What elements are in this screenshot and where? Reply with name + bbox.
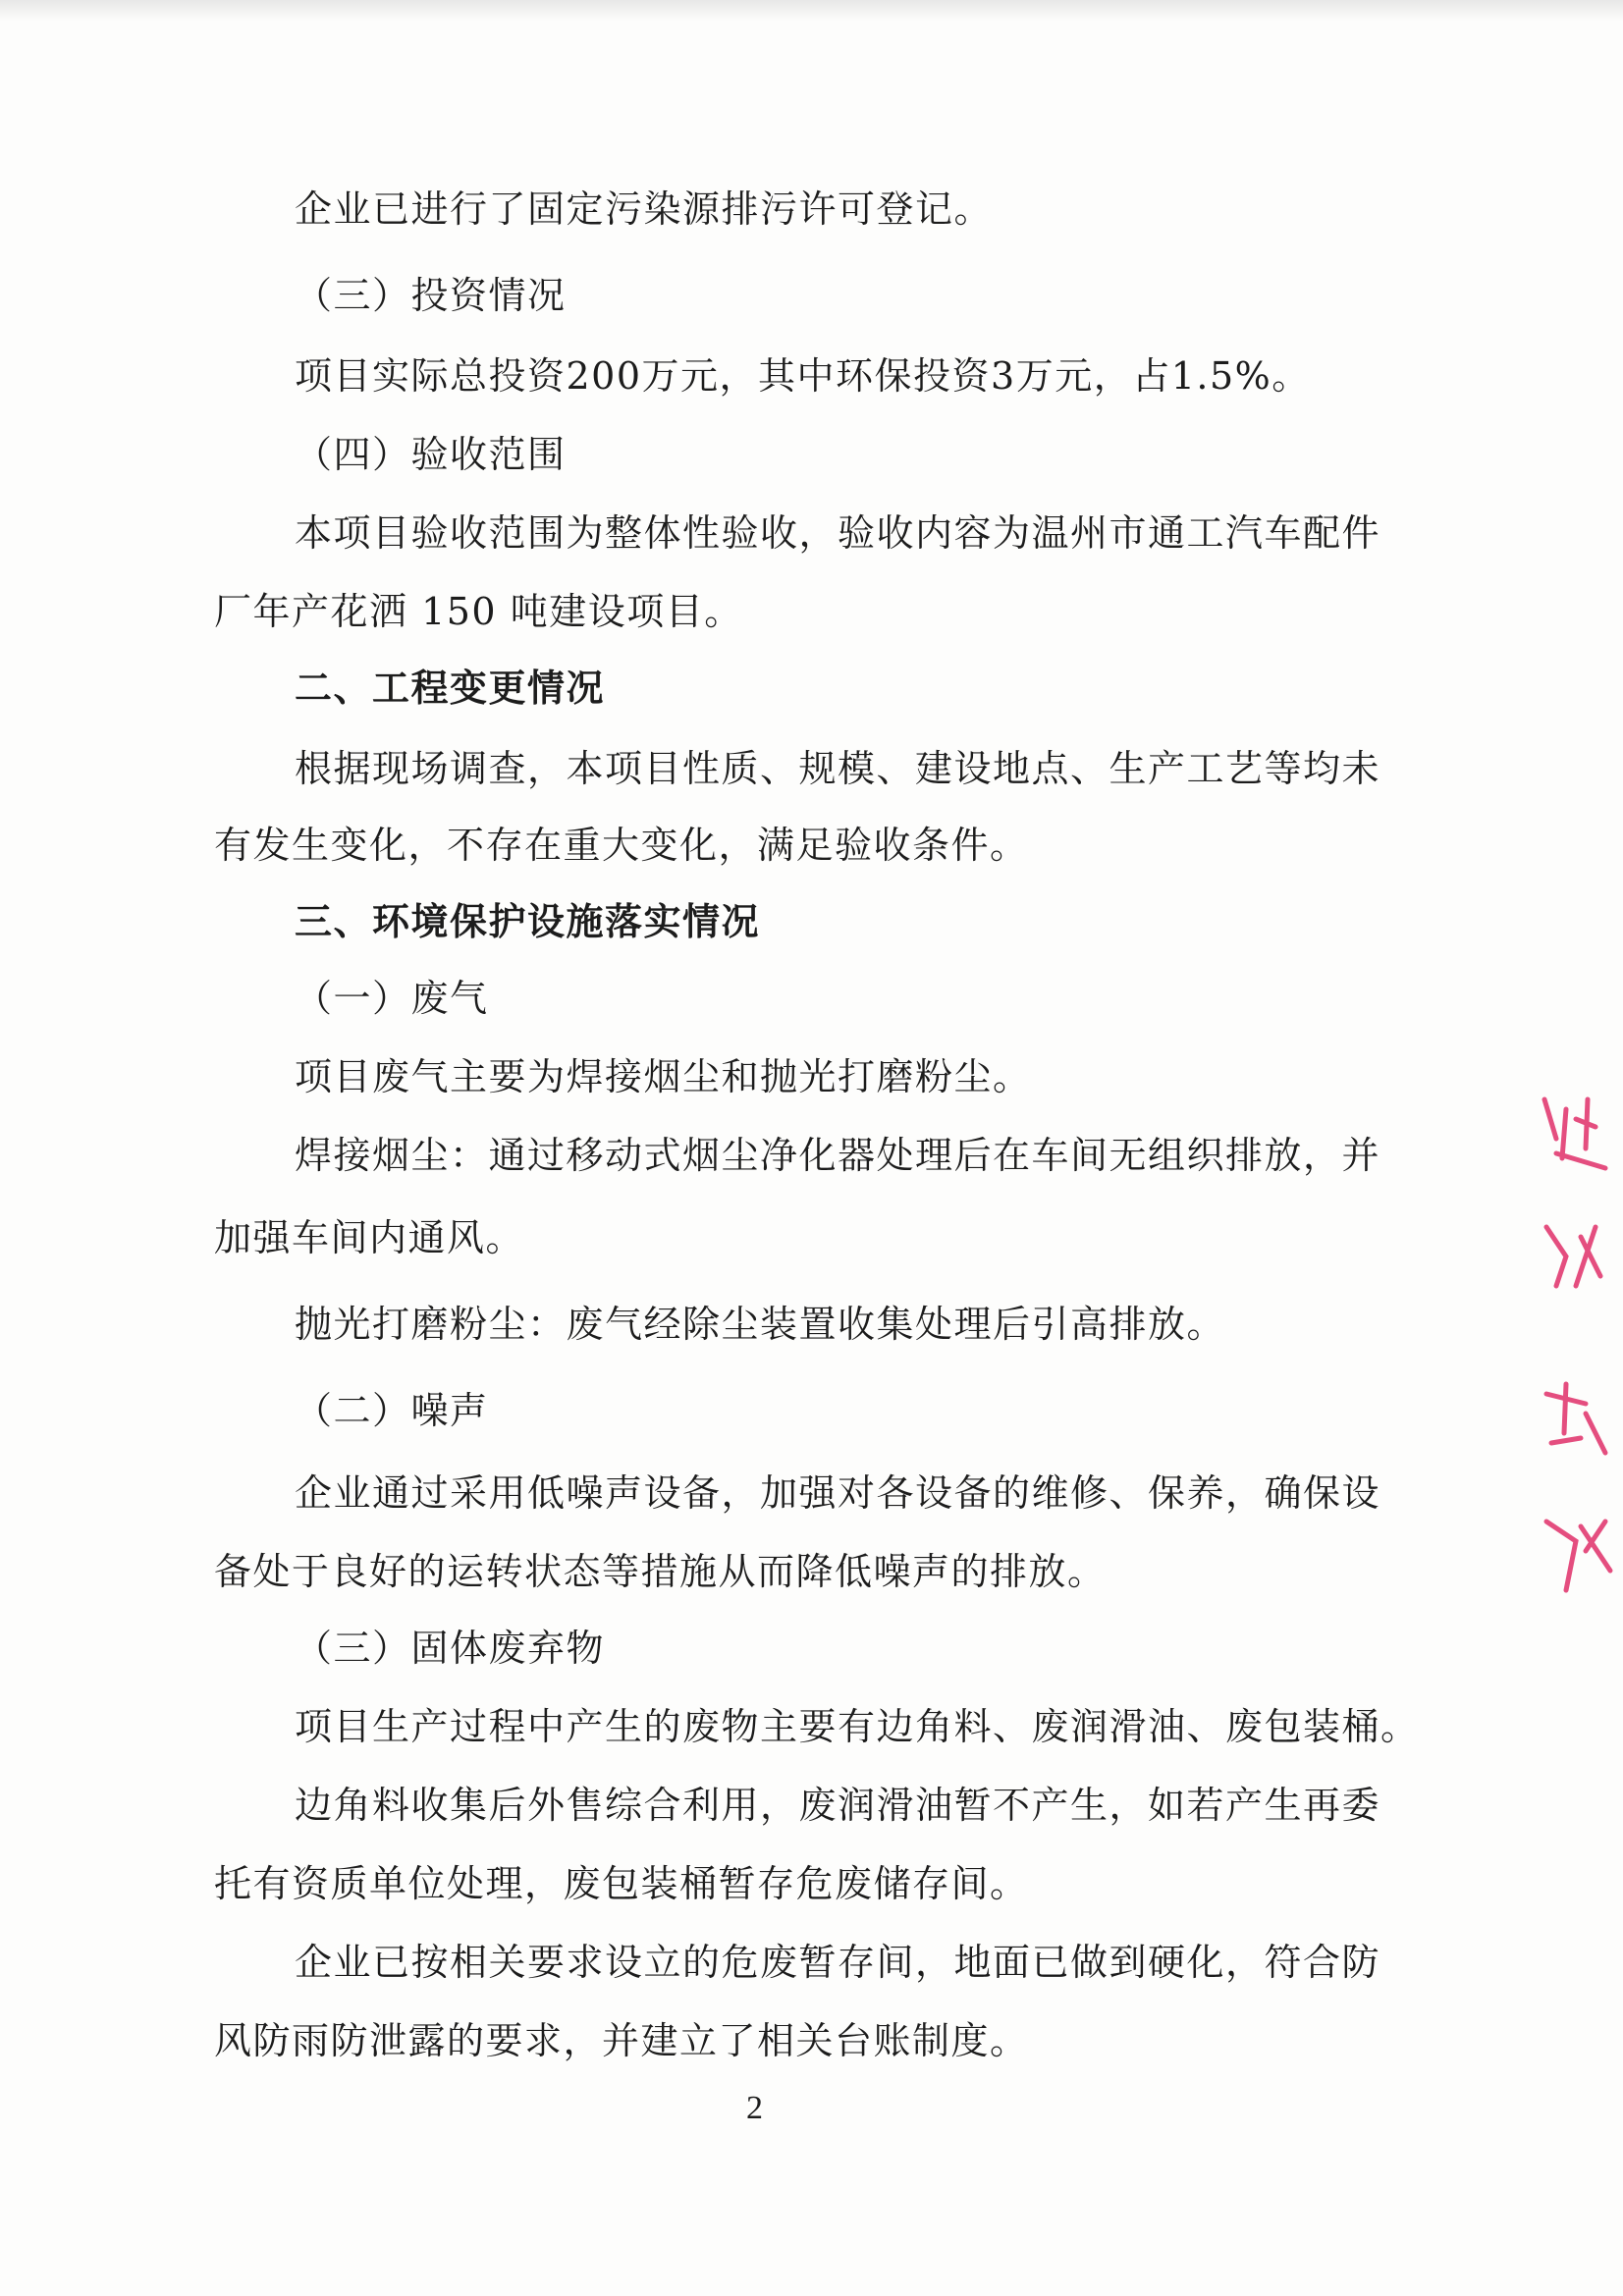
section-heading: （三）固体废弃物 <box>295 1627 606 1670</box>
paragraph-line: 托有资质单位处理，废包装桶暂存危废储存间。 <box>214 1862 1029 1905</box>
paragraph-line: 根据现场调查，本项目性质、规模、建设地点、生产工艺等均未 <box>295 747 1381 790</box>
paragraph-line: 本项目验收范围为整体性验收，验收内容为温州市通工汽车配件 <box>295 511 1381 555</box>
section-heading: （三）投资情况 <box>295 274 567 317</box>
paragraph-line: 焊接烟尘：通过移动式烟尘净化器处理后在车间无组织排放，并 <box>295 1134 1381 1177</box>
paragraph-line: 项目实际总投资200万元，其中环保投资3万元，占1.5%。 <box>295 354 1311 398</box>
scan-edge-shadow <box>0 0 1623 22</box>
section-heading: （一）废气 <box>295 977 489 1020</box>
paragraph-line: 加强车间内通风。 <box>214 1216 525 1259</box>
paragraph-line: 风防雨防泄露的要求，并建立了相关台账制度。 <box>214 2019 1029 2062</box>
paragraph-line: 厂年产花洒 150 吨建设项目。 <box>214 590 743 633</box>
red-seal-stamp-fragment <box>1527 1080 1623 1629</box>
section-heading: （二）噪声 <box>295 1389 489 1432</box>
paragraph-line: 企业已按相关要求设立的危废暂存间，地面已做到硬化，符合防 <box>295 1941 1381 1984</box>
chapter-heading: 三、环境保护设施落实情况 <box>295 899 761 943</box>
paragraph-line: 企业通过采用低噪声设备，加强对各设备的维修、保养，确保设 <box>295 1471 1381 1515</box>
chapter-heading: 二、工程变更情况 <box>295 666 606 710</box>
paragraph-line: 边角料收集后外售综合利用，废润滑油暂不产生，如若产生再委 <box>295 1784 1381 1827</box>
page-number: 2 <box>746 2090 763 2126</box>
paragraph-line: 抛光打磨粉尘：废气经除尘装置收集处理后引高排放。 <box>295 1303 1226 1346</box>
paragraph-line: 项目生产过程中产生的废物主要有边角料、废润滑油、废包装桶。 <box>295 1705 1420 1748</box>
paragraph-line: 企业已进行了固定污染源排污许可登记。 <box>295 187 994 231</box>
section-heading: （四）验收范围 <box>295 433 567 476</box>
paragraph-line: 有发生变化，不存在重大变化，满足验收条件。 <box>214 824 1029 867</box>
paragraph-line: 备处于良好的运转状态等措施从而降低噪声的排放。 <box>214 1550 1107 1593</box>
paragraph-line: 项目废气主要为焊接烟尘和抛光打磨粉尘。 <box>295 1055 1032 1098</box>
